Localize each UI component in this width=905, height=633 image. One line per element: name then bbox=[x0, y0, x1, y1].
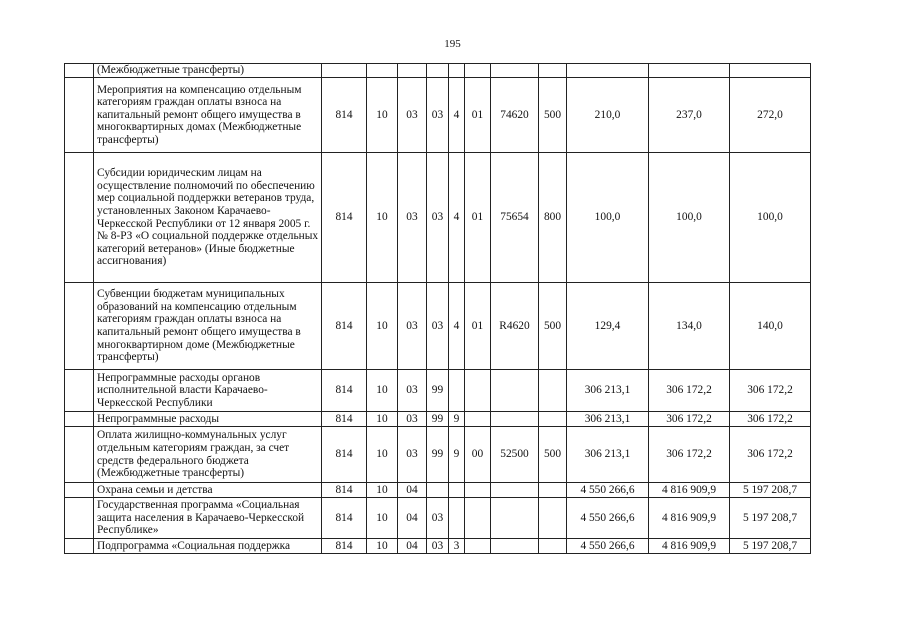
direction-code-cell: 75654 bbox=[491, 153, 539, 283]
item-name-cell: Субвенции бюджетам муниципальных образований на компенсацию отдельным категориям граждан оплаты взноса на капитальный ремонт общего имущества в многоквартирном доме (Межбюджетные трансферты) bbox=[94, 283, 322, 370]
item-name-cell: Оплата жилищно-коммунальных услуг отдельным категориям граждан, за счет средств федерального бюджета (Межбюджетные трансферты) bbox=[94, 427, 322, 483]
table-row bbox=[65, 427, 811, 483]
amount-year3-cell: 306 172,2 bbox=[730, 427, 811, 483]
row-marker-cell bbox=[65, 283, 94, 370]
item-name-cell: (Межбюджетные трансферты) bbox=[94, 64, 322, 78]
subsection-code-cell bbox=[398, 64, 427, 78]
subsection-code-cell: 03 bbox=[398, 427, 427, 483]
main-event-code-cell bbox=[465, 412, 491, 427]
section-code-cell: 10 bbox=[367, 370, 398, 412]
main-event-code-cell bbox=[465, 539, 491, 554]
table-row bbox=[65, 412, 811, 427]
main-event-code-cell bbox=[465, 370, 491, 412]
section-code-cell: 10 bbox=[367, 483, 398, 498]
expense-type-cell: 500 bbox=[539, 78, 567, 153]
amount-year2-cell: 306 172,2 bbox=[649, 412, 730, 427]
expense-type-cell bbox=[539, 370, 567, 412]
section-code-cell: 10 bbox=[367, 283, 398, 370]
amount-year2-cell: 100,0 bbox=[649, 153, 730, 283]
expense-type-cell bbox=[539, 64, 567, 78]
main-event-code-cell: 00 bbox=[465, 427, 491, 483]
subsection-code-cell: 03 bbox=[398, 370, 427, 412]
direction-code-cell: R4620 bbox=[491, 283, 539, 370]
main-event-code-cell bbox=[465, 498, 491, 539]
subprogram-code-cell bbox=[449, 370, 465, 412]
subsection-code-cell: 03 bbox=[398, 78, 427, 153]
row-marker-cell bbox=[65, 483, 94, 498]
subprogram-code-cell bbox=[449, 64, 465, 78]
program-code-cell: 99 bbox=[427, 370, 449, 412]
ministry-code-cell: 814 bbox=[322, 539, 367, 554]
program-code-cell bbox=[427, 483, 449, 498]
direction-code-cell bbox=[491, 483, 539, 498]
row-marker-cell bbox=[65, 539, 94, 554]
direction-code-cell: 52500 bbox=[491, 427, 539, 483]
table-row bbox=[65, 483, 811, 498]
item-name-cell: Мероприятия на компенсацию отдельным категориям граждан оплаты взноса на капитальный ремонт общего имущества в многоквартирных домах (Межбюджетные трансферты) bbox=[94, 78, 322, 153]
section-code-cell: 10 bbox=[367, 153, 398, 283]
program-code-cell bbox=[427, 64, 449, 78]
amount-year1-cell: 129,4 bbox=[567, 283, 649, 370]
amount-year1-cell: 210,0 bbox=[567, 78, 649, 153]
amount-year1-cell: 4 550 266,6 bbox=[567, 539, 649, 554]
amount-year3-cell: 5 197 208,7 bbox=[730, 498, 811, 539]
main-event-code-cell: 01 bbox=[465, 153, 491, 283]
section-code-cell: 10 bbox=[367, 427, 398, 483]
subsection-code-cell: 04 bbox=[398, 539, 427, 554]
subsection-code-cell: 03 bbox=[398, 153, 427, 283]
amount-year1-cell: 306 213,1 bbox=[567, 412, 649, 427]
amount-year3-cell: 306 172,2 bbox=[730, 370, 811, 412]
item-name-cell: Непрограммные расходы bbox=[94, 412, 322, 427]
amount-year2-cell: 4 816 909,9 bbox=[649, 498, 730, 539]
main-event-code-cell: 01 bbox=[465, 78, 491, 153]
subprogram-code-cell bbox=[449, 483, 465, 498]
row-marker-cell bbox=[65, 64, 94, 78]
amount-year3-cell: 100,0 bbox=[730, 153, 811, 283]
amount-year3-cell: 5 197 208,7 bbox=[730, 483, 811, 498]
section-code-cell: 10 bbox=[367, 412, 398, 427]
subprogram-code-cell: 3 bbox=[449, 539, 465, 554]
item-name-cell: Непрограммные расходы органов исполнительной власти Карачаево-Черкесской Республики bbox=[94, 370, 322, 412]
item-name-cell: Государственная программа «Социальная защита населения в Карачаево-Черкесской Республике» bbox=[94, 498, 322, 539]
subsection-code-cell: 04 bbox=[398, 498, 427, 539]
budget-table bbox=[64, 63, 811, 554]
program-code-cell: 03 bbox=[427, 283, 449, 370]
program-code-cell: 99 bbox=[427, 412, 449, 427]
amount-year3-cell: 5 197 208,7 bbox=[730, 539, 811, 554]
subprogram-code-cell: 4 bbox=[449, 78, 465, 153]
row-marker-cell bbox=[65, 370, 94, 412]
amount-year2-cell: 306 172,2 bbox=[649, 370, 730, 412]
ministry-code-cell: 814 bbox=[322, 427, 367, 483]
ministry-code-cell: 814 bbox=[322, 283, 367, 370]
program-code-cell: 03 bbox=[427, 498, 449, 539]
row-marker-cell bbox=[65, 498, 94, 539]
direction-code-cell bbox=[491, 64, 539, 78]
amount-year3-cell: 306 172,2 bbox=[730, 412, 811, 427]
amount-year3-cell bbox=[730, 64, 811, 78]
main-event-code-cell bbox=[465, 483, 491, 498]
ministry-code-cell: 814 bbox=[322, 153, 367, 283]
section-code-cell: 10 bbox=[367, 539, 398, 554]
expense-type-cell bbox=[539, 412, 567, 427]
row-marker-cell bbox=[65, 412, 94, 427]
direction-code-cell: 74620 bbox=[491, 78, 539, 153]
direction-code-cell bbox=[491, 412, 539, 427]
amount-year3-cell: 272,0 bbox=[730, 78, 811, 153]
row-marker-cell bbox=[65, 427, 94, 483]
table-row bbox=[65, 64, 811, 78]
direction-code-cell bbox=[491, 498, 539, 539]
item-name-cell: Подпрограмма «Социальная поддержка bbox=[94, 539, 322, 554]
row-marker-cell bbox=[65, 153, 94, 283]
ministry-code-cell: 814 bbox=[322, 483, 367, 498]
table-row bbox=[65, 78, 811, 153]
table-row bbox=[65, 370, 811, 412]
item-name-cell: Охрана семьи и детства bbox=[94, 483, 322, 498]
expense-type-cell bbox=[539, 483, 567, 498]
page-number: 195 bbox=[444, 38, 461, 50]
subsection-code-cell: 04 bbox=[398, 483, 427, 498]
ministry-code-cell: 814 bbox=[322, 412, 367, 427]
amount-year1-cell: 100,0 bbox=[567, 153, 649, 283]
amount-year3-cell: 140,0 bbox=[730, 283, 811, 370]
expense-type-cell bbox=[539, 539, 567, 554]
section-code-cell bbox=[367, 64, 398, 78]
subprogram-code-cell: 9 bbox=[449, 427, 465, 483]
section-code-cell: 10 bbox=[367, 78, 398, 153]
expense-type-cell bbox=[539, 498, 567, 539]
amount-year2-cell: 237,0 bbox=[649, 78, 730, 153]
expense-type-cell: 500 bbox=[539, 283, 567, 370]
main-event-code-cell bbox=[465, 64, 491, 78]
amount-year1-cell: 306 213,1 bbox=[567, 427, 649, 483]
direction-code-cell bbox=[491, 539, 539, 554]
ministry-code-cell: 814 bbox=[322, 78, 367, 153]
subsection-code-cell: 03 bbox=[398, 412, 427, 427]
direction-code-cell bbox=[491, 370, 539, 412]
subprogram-code-cell: 4 bbox=[449, 153, 465, 283]
program-code-cell: 03 bbox=[427, 153, 449, 283]
ministry-code-cell: 814 bbox=[322, 370, 367, 412]
amount-year1-cell bbox=[567, 64, 649, 78]
ministry-code-cell: 814 bbox=[322, 498, 367, 539]
subprogram-code-cell: 9 bbox=[449, 412, 465, 427]
section-code-cell: 10 bbox=[367, 498, 398, 539]
amount-year2-cell: 4 816 909,9 bbox=[649, 483, 730, 498]
ministry-code-cell bbox=[322, 64, 367, 78]
program-code-cell: 03 bbox=[427, 78, 449, 153]
table-row bbox=[65, 283, 811, 370]
expense-type-cell: 800 bbox=[539, 153, 567, 283]
table-row bbox=[65, 153, 811, 283]
subprogram-code-cell: 4 bbox=[449, 283, 465, 370]
table-row bbox=[65, 498, 811, 539]
amount-year2-cell: 306 172,2 bbox=[649, 427, 730, 483]
amount-year2-cell: 134,0 bbox=[649, 283, 730, 370]
amount-year1-cell: 4 550 266,6 bbox=[567, 483, 649, 498]
amount-year2-cell bbox=[649, 64, 730, 78]
table-row bbox=[65, 539, 811, 554]
amount-year1-cell: 306 213,1 bbox=[567, 370, 649, 412]
main-event-code-cell: 01 bbox=[465, 283, 491, 370]
item-name-cell: Субсидии юридическим лицам на осуществление полномочий по обеспечению мер социальной поддержки ветеранов труда, установленных Законом Карачаево-Черкесской Республики от 12 января 2005 г. № 8-РЗ «О социальной поддержке отдельных категорий ветеранов» (Иные бюджетные ассигнования) bbox=[94, 153, 322, 283]
amount-year1-cell: 4 550 266,6 bbox=[567, 498, 649, 539]
expense-type-cell: 500 bbox=[539, 427, 567, 483]
program-code-cell: 99 bbox=[427, 427, 449, 483]
subprogram-code-cell bbox=[449, 498, 465, 539]
subsection-code-cell: 03 bbox=[398, 283, 427, 370]
program-code-cell: 03 bbox=[427, 539, 449, 554]
amount-year2-cell: 4 816 909,9 bbox=[649, 539, 730, 554]
row-marker-cell bbox=[65, 78, 94, 153]
